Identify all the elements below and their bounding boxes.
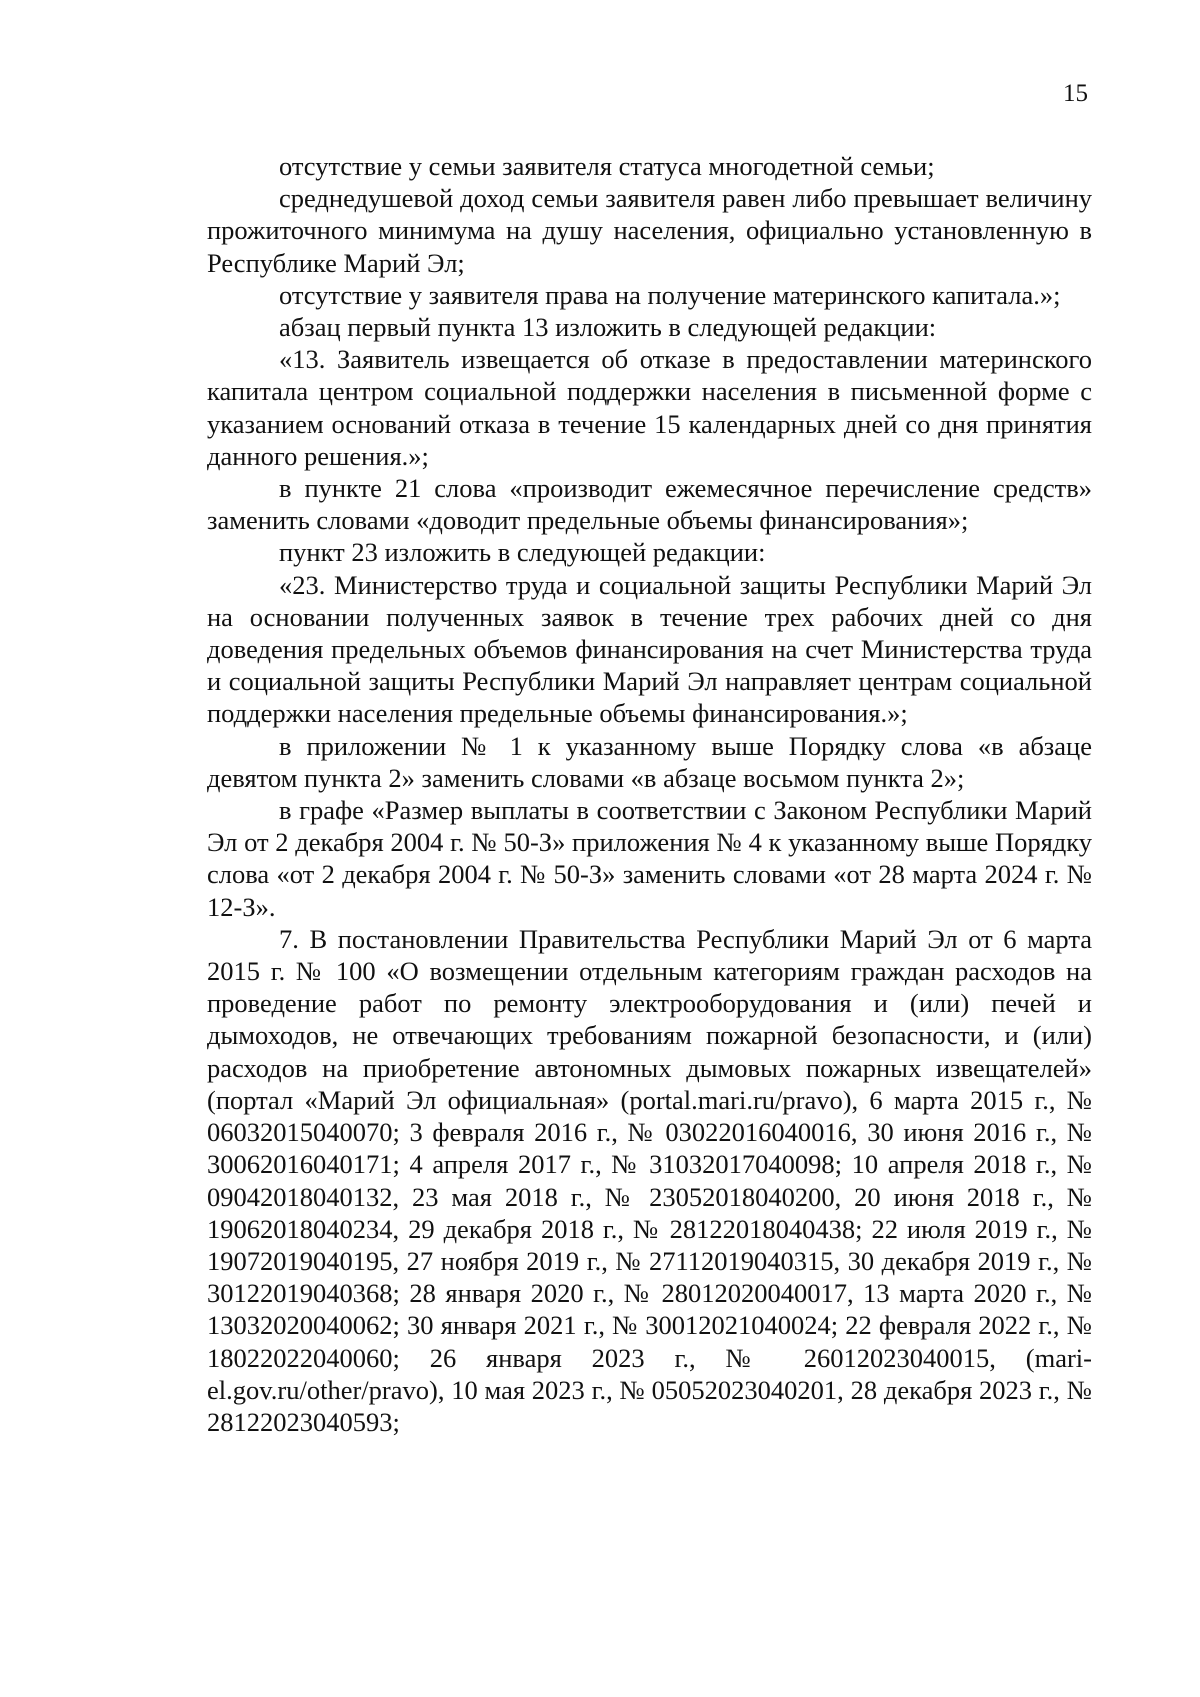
paragraph: в графе «Размер выплаты в соответствии с Законом Республики Марий Эл от 2 декабря 2004 г. № 50-З» приложения № 4 к указанному выше Порядку слова «от 2 декабря 2004 г. № 50-З» заменить словами «от 28 марта 2024 г. № 12-З». <box>207 795 1092 922</box>
paragraph: 7. В постановлении Правительства Республики Марий Эл от 6 марта 2015 г. № 100 «О возмещении отдельным категориям граждан расходов на проведение работ по ремонту электрооборудования и (или) печей и дымоходов, не отвечающих требованиям пожарной безопасности, и (или) расходов на приобретение автономных дымовых пожарных извещателей» (портал «Марий Эл официальная» (portal.mari.ru/pravo), 6 марта 2015 г., № 06032015040070; 3 февраля 2016 г., № 03022016040016, 30 июня 2016 г., № 30062016040171; 4 апреля 2017 г., № 31032017040098; 10 апреля 2018 г., № 09042018040132, 23 мая 2018 г., № 23052018040200, 20 июня 2018 г., № 19062018040234, 29 декабря 2018 г., № 28122018040438; 22 июля 2019 г., № 19072019040195, 27 ноября 2019 г., № 27112019040315, 30 декабря 2019 г., № 30122019040368; 28 января 2020 г., № 28012020040017, 13 марта 2020 г., № 13032020040062; 30 января 2021 г., № 30012021040024; 22 февраля 2022 г., № 18022022040060; 26 января 2023 г., № 26012023040015, (mari-el.gov.ru/other/pravo), 10 мая 2023 г., № 05052023040201, 28 декабря 2023 г., № 28122023040593; <box>207 923 1092 1437</box>
paragraph: в пункте 21 слова «производит ежемесячное перечисление средств» заменить словами «доводит предельные объемы финансирования»; <box>207 473 1092 536</box>
paragraph: «23. Министерство труда и социальной защиты Республики Марий Эл на основании полученных заявок в течение трех рабочих дней со дня доведения предельных объемов финансирования на счет Министерства труда и социальной защиты Республики Марий Эл направляет центрам социальной поддержки населения предельные объемы финансирования.»; <box>207 569 1092 729</box>
document-body <box>207 150 1092 1438</box>
paragraph: пункт 23 изложить в следующей редакции: <box>279 537 766 568</box>
paragraph: отсутствие у семьи заявителя статуса многодетной семьи; <box>279 151 935 181</box>
paragraph: отсутствие у заявителя права на получение материнского капитала.»; <box>279 279 1061 310</box>
paragraph: среднедушевой доход семьи заявителя равен либо превышает величину прожиточного минимума на душу населения, официально установленную в Республике Марий Эл; <box>207 183 1092 278</box>
page-number: 15 <box>1063 80 1088 107</box>
paragraph: абзац первый пункта 13 изложить в следующей редакции: <box>279 312 937 343</box>
paragraph: «13. Заявитель извещается об отказе в предоставлении материнского капитала центром социальной поддержки населения в письменной форме с указанием оснований отказа в течение 15 календарных дней со дня принятия данного решения.»; <box>207 344 1092 471</box>
paragraph: в приложении № 1 к указанному выше Порядку слова «в абзаце девятом пункта 2» заменить словами «в абзаце восьмом пункта 2»; <box>207 730 1092 793</box>
